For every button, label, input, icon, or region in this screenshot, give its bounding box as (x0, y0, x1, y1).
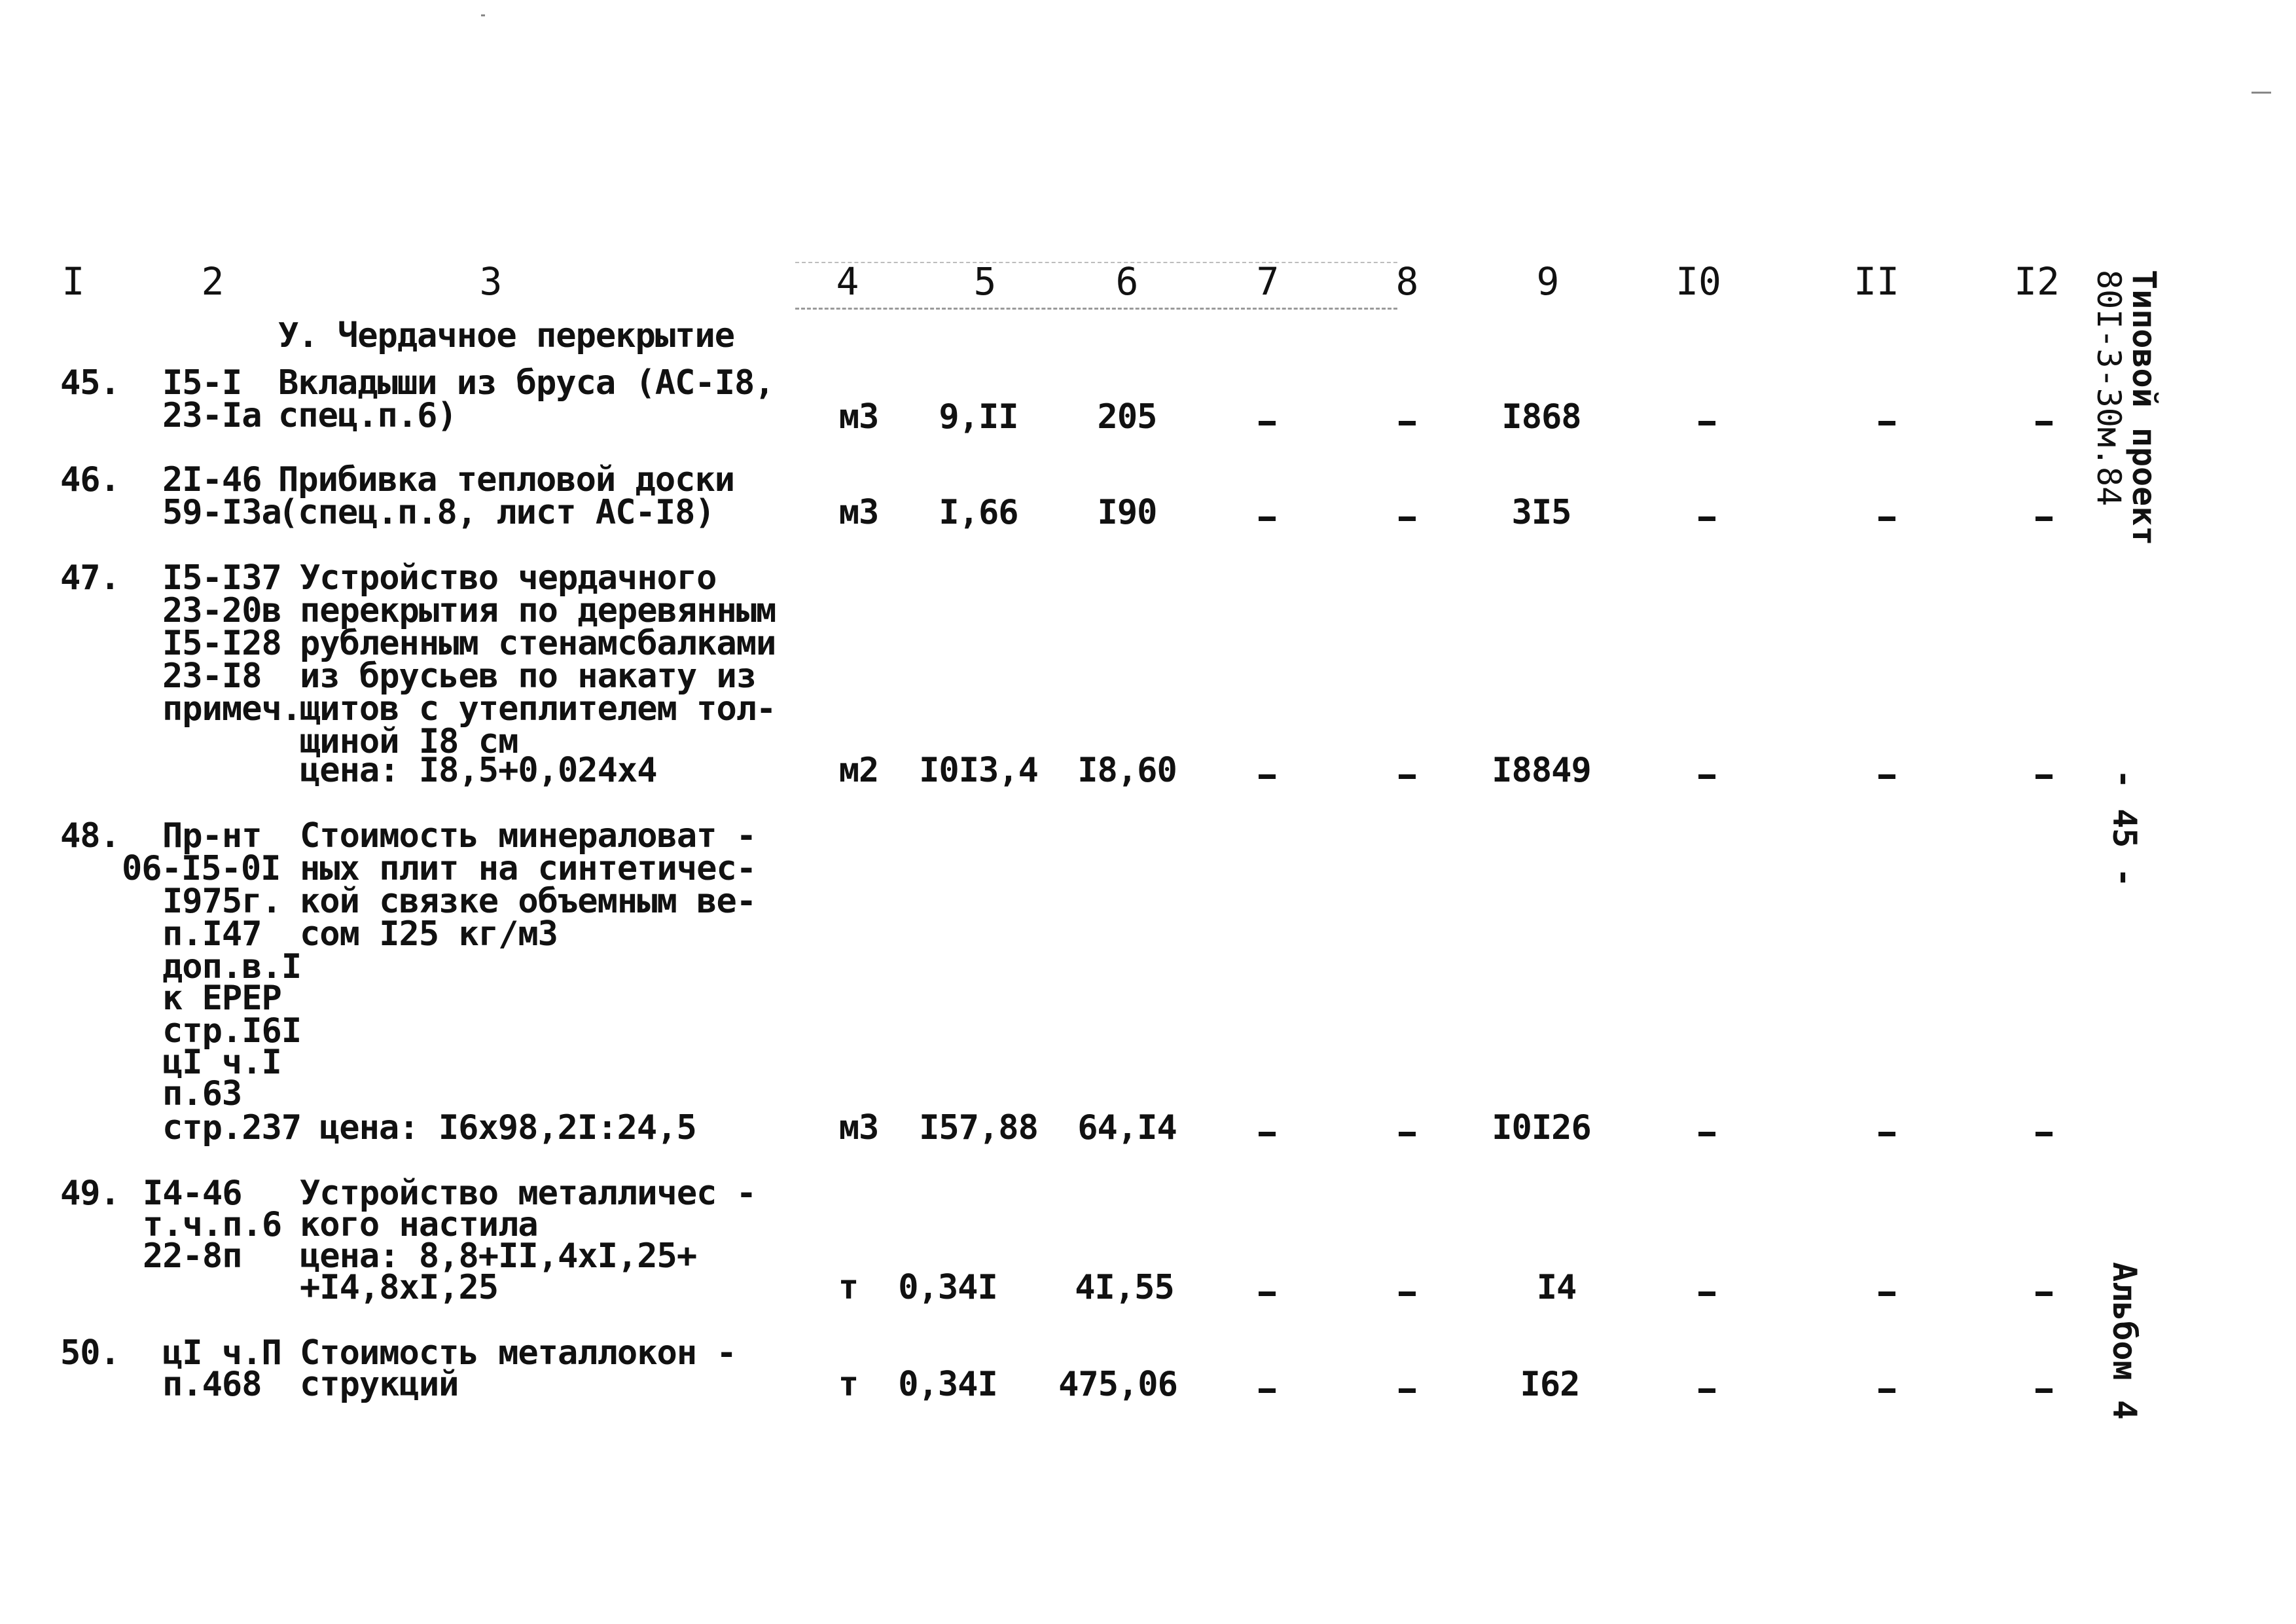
row-desc-line: цена: 8,8+II,4хI,25+ (300, 1236, 697, 1276)
row-col7-dash (1259, 1388, 1276, 1393)
row-number: 50. (60, 1333, 120, 1373)
row-code-line: 23-20в (162, 591, 281, 630)
col-header-8: 8 (1395, 259, 1419, 304)
row-unit: м2 (838, 751, 879, 790)
row-col10-dash (1698, 1388, 1715, 1393)
row-code-line: I975г. (162, 882, 281, 921)
row-col10-dash (1698, 774, 1715, 779)
row-code-line: стр.I6I (162, 1011, 302, 1051)
row-desc-line: щитов с утеплителем тол- (300, 689, 776, 729)
row-col11-dash (1878, 421, 1895, 425)
col-header-7: 7 (1256, 259, 1280, 304)
row-number: 48. (60, 816, 120, 856)
row-unit-price: 64,I4 (1077, 1108, 1177, 1147)
row-quantity: 9,II (939, 397, 1018, 437)
project-code: 80I-3-30м.84 (2090, 270, 2128, 507)
row-col7-dash (1259, 516, 1276, 521)
row-desc-line: перекрытия по деревянным (300, 591, 776, 630)
row-col7-dash (1259, 774, 1276, 779)
row-total: I4 (1536, 1268, 1577, 1307)
col-header-6: 6 (1115, 259, 1139, 304)
row-col12-dash (2036, 1291, 2053, 1296)
row-desc-line: кой связке объемным ве- (300, 882, 757, 921)
row-quantity: 0,34I (898, 1365, 997, 1404)
row-col11-dash (1878, 774, 1895, 779)
row-unit: т (838, 1268, 859, 1307)
row-desc-line: кого настила (300, 1205, 538, 1244)
row-col11-dash (1878, 516, 1895, 521)
row-code-line: 23-Iа (162, 396, 262, 435)
row-code-line: доп.в.I (162, 947, 302, 986)
row-desc-line: Вкладыши из бруса (АС-I8, (278, 363, 774, 403)
row-number: 45. (60, 363, 120, 403)
row-code-line: цI ч.I (162, 1043, 281, 1082)
row-total: 3I5 (1511, 493, 1571, 532)
row-code-line: I4-46 (143, 1174, 242, 1213)
row-code-line: 2I-46 (162, 460, 262, 499)
row-col8-dash (1399, 1388, 1416, 1393)
row-desc-line: из брусьев по накату из (300, 657, 757, 696)
scan-speck (481, 14, 485, 16)
project-label: Типовой проект (2125, 270, 2163, 546)
row-desc-line: рубленным стенамсбалками (300, 624, 776, 663)
row-code-line: 23-I8 (162, 657, 262, 696)
row-desc-line: Устройство чердачного (300, 558, 717, 598)
col-header-11: II (1854, 259, 1899, 304)
row-code-line: I5-I28 (162, 624, 281, 663)
row-unit: т (838, 1365, 859, 1404)
section-title: У. Чердачное перекрытие (278, 316, 735, 355)
row-unit: м3 (838, 493, 879, 532)
row-desc-line: цена: I6х98,2I:24,5 (319, 1108, 696, 1147)
row-desc-line: щиной I8 см (300, 722, 518, 761)
row-code-line: 06-I5-0I (122, 849, 281, 888)
row-unit-price: I90 (1097, 493, 1157, 532)
col-header-2: 2 (201, 259, 224, 304)
row-number: 47. (60, 558, 120, 598)
row-code-line: цI ч.П (162, 1333, 281, 1373)
album-label: Альбом 4 (2106, 1262, 2144, 1420)
row-col10-dash (1698, 421, 1715, 425)
row-total: I0I26 (1492, 1108, 1591, 1147)
row-code-line: I5-I37 (162, 558, 281, 598)
row-desc-line: (спец.п.8, лист АС-I8) (278, 493, 715, 532)
col-header-4: 4 (836, 259, 859, 304)
row-col7-dash (1259, 1291, 1276, 1296)
row-code-line: стр.237 (162, 1108, 302, 1147)
scan-mark (2251, 92, 2271, 94)
row-col10-dash (1698, 1291, 1715, 1296)
row-total: I868 (1501, 397, 1581, 437)
row-quantity: 0,34I (898, 1268, 997, 1307)
header-top-rule (795, 262, 1397, 263)
row-desc-line: спец.п.6) (278, 396, 457, 435)
row-col10-dash (1698, 1132, 1715, 1136)
row-code-line: п.468 (162, 1365, 262, 1404)
row-col7-dash (1259, 1132, 1276, 1136)
row-col8-dash (1399, 1291, 1416, 1296)
row-unit-price: 475,06 (1058, 1365, 1177, 1404)
row-unit-price: I8,60 (1077, 751, 1177, 790)
row-col12-dash (2036, 1132, 2053, 1136)
row-col12-dash (2036, 1388, 2053, 1393)
row-total: I62 (1520, 1365, 1580, 1404)
row-desc-line: струкций (300, 1365, 459, 1404)
row-code-line: п.63 (162, 1074, 242, 1113)
row-desc-line: Стоимость металлокон - (300, 1333, 736, 1373)
row-desc-line: Прибивка тепловой доски (278, 460, 735, 499)
col-header-10: I0 (1676, 259, 1721, 304)
row-unit: м3 (838, 397, 879, 437)
row-desc-line: Стоимость минераловат - (300, 816, 757, 856)
row-col7-dash (1259, 421, 1276, 425)
col-header-3: 3 (479, 259, 503, 304)
row-col8-dash (1399, 774, 1416, 779)
row-quantity: I0I3,4 (919, 751, 1038, 790)
row-col8-dash (1399, 516, 1416, 521)
row-unit-price: 4I,55 (1075, 1268, 1174, 1307)
row-code-line: 22-8п (143, 1236, 242, 1276)
row-number: 46. (60, 460, 120, 499)
row-code-line: т.ч.п.6 (143, 1205, 282, 1244)
header-bottom-rule (795, 308, 1397, 310)
row-desc-line: сом I25 кг/м3 (300, 914, 558, 954)
row-code-line: п.I47 (162, 914, 262, 954)
row-col11-dash (1878, 1291, 1895, 1296)
row-total: I8849 (1492, 751, 1591, 790)
row-code-line: к ЕРЕР (162, 979, 281, 1018)
row-code-line: Пр-нт (162, 816, 262, 856)
row-code-line: примеч. (162, 689, 302, 729)
row-desc-line: цена: I8,5+0,024х4 (300, 751, 657, 790)
col-header-1: I (62, 259, 85, 304)
row-code-line: I5-I (162, 363, 242, 403)
row-col12-dash (2036, 421, 2053, 425)
col-header-9: 9 (1536, 259, 1560, 304)
row-unit: м3 (838, 1108, 879, 1147)
row-col11-dash (1878, 1132, 1895, 1136)
page-number: - 45 - (2106, 769, 2144, 888)
col-header-12: I2 (2014, 259, 2060, 304)
row-col12-dash (2036, 774, 2053, 779)
row-col11-dash (1878, 1388, 1895, 1393)
row-unit-price: 205 (1097, 397, 1157, 437)
row-col10-dash (1698, 516, 1715, 521)
row-col12-dash (2036, 516, 2053, 521)
row-desc-line: ных плит на синтетичес- (300, 849, 757, 888)
row-col8-dash (1399, 421, 1416, 425)
col-header-5: 5 (973, 259, 997, 304)
row-number: 49. (60, 1174, 120, 1213)
row-desc-line: Устройство металличес - (300, 1174, 757, 1213)
row-col8-dash (1399, 1132, 1416, 1136)
row-code-line: 59-I3а (162, 493, 281, 532)
row-quantity: I,66 (939, 493, 1018, 532)
row-desc-line: +I4,8хI,25 (300, 1268, 499, 1307)
row-quantity: I57,88 (919, 1108, 1038, 1147)
